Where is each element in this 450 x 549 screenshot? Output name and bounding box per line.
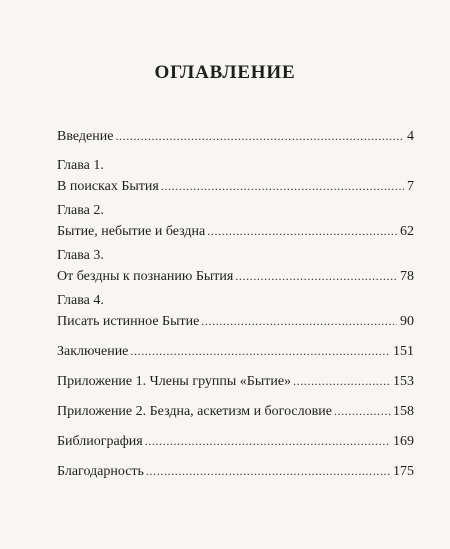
toc-entry-chapter-3[interactable] [57, 246, 414, 286]
dot-leader [146, 461, 390, 481]
toc-page-number: 78 [400, 269, 414, 284]
toc-entry-label: Бытие, небытие и бездна [57, 224, 206, 239]
toc-page-number: 158 [393, 404, 414, 419]
toc-line [57, 461, 414, 481]
dot-leader [293, 371, 390, 391]
toc-entry-bibliography[interactable] [57, 431, 414, 451]
toc-line [57, 371, 414, 391]
toc-chapter-number: Глава 1. [57, 158, 104, 173]
toc-entry-label: Писать истинное Бытие [57, 314, 200, 329]
dot-leader [235, 266, 397, 286]
toc-entry-label: Благодарность [57, 464, 144, 479]
dot-leader [201, 311, 397, 331]
toc-entry-chapter-1[interactable] [57, 156, 414, 196]
toc-page-number: 4 [407, 129, 414, 144]
dot-leader [334, 401, 390, 421]
dot-leader [130, 341, 390, 361]
toc-entry-label: Введение [57, 129, 114, 144]
toc-entry-appendix-1[interactable] [57, 371, 414, 391]
page-title: ОГЛАВЛЕНИЕ [154, 62, 296, 83]
toc-entry-acknowledgements[interactable] [57, 461, 414, 481]
dot-leader [115, 126, 404, 146]
toc-chapter-number: Глава 2. [57, 203, 104, 218]
toc-entry-introduction[interactable] [57, 126, 414, 146]
toc-entry-appendix-2[interactable] [57, 401, 414, 421]
toc-entry-label: От бездны к познанию Бытия [57, 269, 234, 284]
toc-entry-label: В поисках Бытия [57, 179, 159, 194]
toc-line [57, 431, 414, 451]
toc-line [57, 126, 414, 146]
dot-leader [161, 176, 404, 196]
toc-entry-chapter-4[interactable] [57, 291, 414, 331]
toc-page-number: 169 [393, 434, 414, 449]
toc-entry-label: Приложение 2. Бездна, аскетизм и богословие [57, 404, 332, 419]
toc-entry-conclusion[interactable] [57, 341, 414, 361]
toc-page-number: 90 [400, 314, 414, 329]
toc-line [57, 311, 414, 331]
toc-entry-label: Заключение [57, 344, 129, 359]
table-of-contents [57, 126, 414, 481]
toc-page-number: 7 [407, 179, 414, 194]
toc-page-number: 175 [393, 464, 414, 479]
toc-line [57, 341, 414, 361]
toc-page-number: 62 [400, 224, 414, 239]
toc-page-number: 151 [393, 344, 414, 359]
toc-chapter-number: Глава 4. [57, 293, 104, 308]
toc-line [57, 401, 414, 421]
toc-chapter-number: Глава 3. [57, 248, 104, 263]
toc-line [57, 266, 414, 286]
toc-entry-label: Приложение 1. Члены группы «Бытие» [57, 374, 292, 389]
toc-line [57, 221, 414, 241]
toc-page-number: 153 [393, 374, 414, 389]
toc-entry-label: Библиография [57, 434, 143, 449]
toc-entry-chapter-2[interactable] [57, 201, 414, 241]
dot-leader [145, 431, 390, 451]
toc-line [57, 176, 414, 196]
dot-leader [207, 221, 397, 241]
